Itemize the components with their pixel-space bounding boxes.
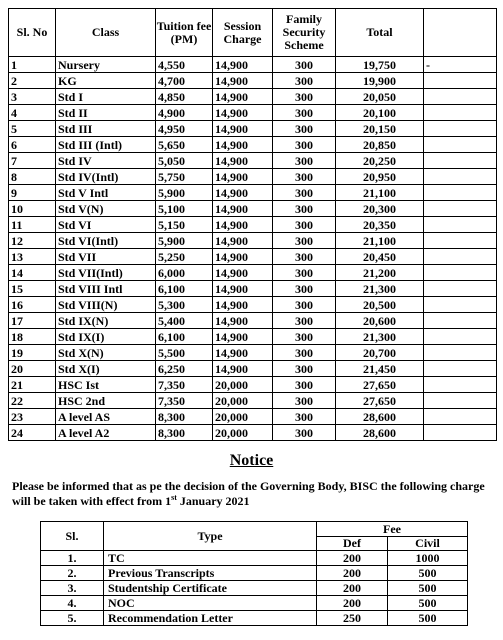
header-fee: Fee xyxy=(317,522,468,537)
cell-tuition-fee: 8,300 xyxy=(156,409,213,425)
fee-table-body xyxy=(9,57,497,441)
cell-extra xyxy=(424,345,497,361)
table-row xyxy=(9,265,497,281)
header-family-security: Family Security Scheme xyxy=(273,9,336,57)
cell-tuition-fee: 4,850 xyxy=(156,89,213,105)
cell-session-charge: 14,900 xyxy=(213,265,273,281)
table-row xyxy=(9,409,497,425)
cell-total: 20,950 xyxy=(336,169,424,185)
cell-sl-no: 14 xyxy=(9,265,56,281)
cell-sl-no: 3 xyxy=(9,89,56,105)
cell-family-security: 300 xyxy=(273,105,336,121)
cell-class: Std VI xyxy=(56,217,156,233)
cell-tuition-fee: 6,000 xyxy=(156,265,213,281)
cell-family-security: 300 xyxy=(273,297,336,313)
cell-extra xyxy=(424,313,497,329)
cell-sl-no: 7 xyxy=(9,153,56,169)
header-class: Class xyxy=(56,9,156,57)
cell-class: Std VII(Intl) xyxy=(56,265,156,281)
table-row xyxy=(9,153,497,169)
table-row xyxy=(41,596,468,611)
cell-family-security: 300 xyxy=(273,201,336,217)
cell-total: 20,050 xyxy=(336,89,424,105)
header-sl: Sl. xyxy=(41,522,104,551)
cell-civil-fee: 500 xyxy=(388,596,468,611)
cell-total: 20,250 xyxy=(336,153,424,169)
cell-tuition-fee: 7,350 xyxy=(156,393,213,409)
cell-class: Std III xyxy=(56,121,156,137)
cell-tuition-fee: 5,650 xyxy=(156,137,213,153)
table-row xyxy=(9,185,497,201)
notice-title: Notice xyxy=(229,452,274,469)
cell-def-fee: 200 xyxy=(317,551,388,566)
table-row xyxy=(9,169,497,185)
cell-extra xyxy=(424,169,497,185)
cell-tuition-fee: 5,400 xyxy=(156,313,213,329)
cell-extra xyxy=(424,425,497,441)
cell-class: A level AS xyxy=(56,409,156,425)
cell-session-charge: 14,900 xyxy=(213,361,273,377)
cell-family-security: 300 xyxy=(273,361,336,377)
cell-session-charge: 14,900 xyxy=(213,329,273,345)
table-row xyxy=(9,281,497,297)
cell-session-charge: 14,900 xyxy=(213,281,273,297)
cell-class: HSC Ist xyxy=(56,377,156,393)
cell-sl: 5. xyxy=(41,611,104,626)
cell-session-charge: 14,900 xyxy=(213,249,273,265)
table-row xyxy=(9,329,497,345)
charge-table-header xyxy=(41,522,468,537)
table-row xyxy=(9,313,497,329)
cell-family-security: 300 xyxy=(273,89,336,105)
cell-session-charge: 20,000 xyxy=(213,425,273,441)
cell-total: 27,650 xyxy=(336,393,424,409)
cell-extra xyxy=(424,265,497,281)
cell-sl-no: 23 xyxy=(9,409,56,425)
cell-extra xyxy=(424,137,497,153)
cell-class: Std VII xyxy=(56,249,156,265)
cell-family-security: 300 xyxy=(273,73,336,89)
cell-extra xyxy=(424,217,497,233)
cell-total: 20,850 xyxy=(336,137,424,153)
cell-type: Recommendation Letter xyxy=(104,611,317,626)
cell-sl-no: 17 xyxy=(9,313,56,329)
cell-tuition-fee: 6,100 xyxy=(156,329,213,345)
cell-extra: - xyxy=(424,57,497,73)
cell-extra xyxy=(424,89,497,105)
cell-sl: 3. xyxy=(41,581,104,596)
cell-civil-fee: 500 xyxy=(388,566,468,581)
cell-class: Std III (Intl) xyxy=(56,137,156,153)
cell-extra xyxy=(424,329,497,345)
table-row xyxy=(9,217,497,233)
cell-class: Std V(N) xyxy=(56,201,156,217)
cell-class: Std X(I) xyxy=(56,361,156,377)
cell-tuition-fee: 5,900 xyxy=(156,233,213,249)
cell-sl-no: 1 xyxy=(9,57,56,73)
cell-total: 21,300 xyxy=(336,281,424,297)
table-row xyxy=(9,425,497,441)
cell-family-security: 300 xyxy=(273,233,336,249)
fee-table-header xyxy=(9,9,497,57)
cell-extra xyxy=(424,153,497,169)
cell-family-security: 300 xyxy=(273,265,336,281)
cell-sl-no: 2 xyxy=(9,73,56,89)
cell-total: 21,100 xyxy=(336,185,424,201)
cell-session-charge: 14,900 xyxy=(213,217,273,233)
cell-sl-no: 24 xyxy=(9,425,56,441)
cell-extra xyxy=(424,185,497,201)
cell-total: 21,300 xyxy=(336,329,424,345)
cell-sl-no: 18 xyxy=(9,329,56,345)
cell-extra xyxy=(424,377,497,393)
table-row xyxy=(9,377,497,393)
charge-table xyxy=(40,521,468,626)
cell-sl-no: 4 xyxy=(9,105,56,121)
cell-civil-fee: 1000 xyxy=(388,551,468,566)
cell-sl: 1. xyxy=(41,551,104,566)
cell-def-fee: 200 xyxy=(317,566,388,581)
table-row xyxy=(9,89,497,105)
cell-session-charge: 20,000 xyxy=(213,393,273,409)
cell-family-security: 300 xyxy=(273,345,336,361)
cell-tuition-fee: 5,750 xyxy=(156,169,213,185)
header-civil: Civil xyxy=(388,537,468,551)
table-row xyxy=(9,57,497,73)
header-def: Def xyxy=(317,537,388,551)
table-row xyxy=(41,551,468,566)
cell-class: HSC 2nd xyxy=(56,393,156,409)
table-row xyxy=(9,73,497,89)
cell-total: 19,750 xyxy=(336,57,424,73)
table-row xyxy=(9,201,497,217)
cell-total: 20,350 xyxy=(336,217,424,233)
table-row xyxy=(9,297,497,313)
cell-sl-no: 9 xyxy=(9,185,56,201)
cell-type: NOC xyxy=(104,596,317,611)
cell-total: 21,450 xyxy=(336,361,424,377)
cell-family-security: 300 xyxy=(273,249,336,265)
cell-class: Std IX(I) xyxy=(56,329,156,345)
cell-sl-no: 22 xyxy=(9,393,56,409)
notice-text xyxy=(12,479,492,509)
cell-tuition-fee: 5,150 xyxy=(156,217,213,233)
cell-civil-fee: 500 xyxy=(388,611,468,626)
cell-tuition-fee: 5,900 xyxy=(156,185,213,201)
cell-total: 20,100 xyxy=(336,105,424,121)
cell-session-charge: 14,900 xyxy=(213,297,273,313)
cell-tuition-fee: 4,950 xyxy=(156,121,213,137)
cell-session-charge: 20,000 xyxy=(213,409,273,425)
cell-sl-no: 8 xyxy=(9,169,56,185)
cell-extra xyxy=(424,249,497,265)
cell-tuition-fee: 7,350 xyxy=(156,377,213,393)
header-session-charge: Session Charge xyxy=(213,9,273,57)
cell-sl-no: 15 xyxy=(9,281,56,297)
table-row xyxy=(9,393,497,409)
cell-sl-no: 20 xyxy=(9,361,56,377)
cell-class: Std IX(N) xyxy=(56,313,156,329)
cell-sl: 4. xyxy=(41,596,104,611)
cell-tuition-fee: 5,500 xyxy=(156,345,213,361)
cell-def-fee: 250 xyxy=(317,611,388,626)
cell-session-charge: 14,900 xyxy=(213,73,273,89)
notice-text-superscript: st xyxy=(171,493,177,502)
notice-text-main: Please be informed that as pe the decision of the Governing Body, BISC the following charge will be taken with effect from 1 xyxy=(12,479,485,508)
cell-total: 20,500 xyxy=(336,297,424,313)
cell-family-security: 300 xyxy=(273,185,336,201)
cell-class: Std IV xyxy=(56,153,156,169)
header-blank xyxy=(424,9,497,57)
cell-sl-no: 21 xyxy=(9,377,56,393)
table-row xyxy=(9,249,497,265)
cell-session-charge: 14,900 xyxy=(213,137,273,153)
cell-session-charge: 14,900 xyxy=(213,169,273,185)
cell-class: Std X(N) xyxy=(56,345,156,361)
table-row xyxy=(9,233,497,249)
cell-family-security: 300 xyxy=(273,281,336,297)
cell-def-fee: 200 xyxy=(317,581,388,596)
cell-class: Std II xyxy=(56,105,156,121)
cell-sl-no: 10 xyxy=(9,201,56,217)
cell-extra xyxy=(424,201,497,217)
cell-family-security: 300 xyxy=(273,409,336,425)
cell-sl: 2. xyxy=(41,566,104,581)
cell-extra xyxy=(424,105,497,121)
cell-class: Std I xyxy=(56,89,156,105)
cell-sl-no: 12 xyxy=(9,233,56,249)
cell-sl-no: 6 xyxy=(9,137,56,153)
cell-extra xyxy=(424,409,497,425)
table-row xyxy=(9,105,497,121)
cell-family-security: 300 xyxy=(273,329,336,345)
cell-family-security: 300 xyxy=(273,393,336,409)
cell-class: Std V Intl xyxy=(56,185,156,201)
cell-def-fee: 200 xyxy=(317,596,388,611)
cell-tuition-fee: 4,700 xyxy=(156,73,213,89)
cell-class: Std VI(Intl) xyxy=(56,233,156,249)
cell-total: 28,600 xyxy=(336,409,424,425)
cell-tuition-fee: 5,050 xyxy=(156,153,213,169)
cell-tuition-fee: 5,300 xyxy=(156,297,213,313)
cell-sl-no: 19 xyxy=(9,345,56,361)
cell-session-charge: 14,900 xyxy=(213,153,273,169)
cell-sl-no: 13 xyxy=(9,249,56,265)
header-type: Type xyxy=(104,522,317,551)
cell-class: Std IV(Intl) xyxy=(56,169,156,185)
cell-tuition-fee: 5,250 xyxy=(156,249,213,265)
charge-table-body xyxy=(41,551,468,626)
cell-family-security: 300 xyxy=(273,57,336,73)
table-row xyxy=(9,137,497,153)
cell-session-charge: 14,900 xyxy=(213,57,273,73)
cell-extra xyxy=(424,361,497,377)
fee-table xyxy=(8,8,497,441)
table-row xyxy=(9,345,497,361)
cell-tuition-fee: 4,900 xyxy=(156,105,213,121)
cell-type: TC xyxy=(104,551,317,566)
cell-total: 20,700 xyxy=(336,345,424,361)
cell-class: A level A2 xyxy=(56,425,156,441)
cell-session-charge: 14,900 xyxy=(213,233,273,249)
cell-family-security: 300 xyxy=(273,153,336,169)
cell-session-charge: 14,900 xyxy=(213,201,273,217)
cell-total: 20,150 xyxy=(336,121,424,137)
header-sl-no: Sl. No xyxy=(9,9,56,57)
cell-class: Std VIII(N) xyxy=(56,297,156,313)
cell-total: 21,200 xyxy=(336,265,424,281)
cell-total: 20,450 xyxy=(336,249,424,265)
cell-session-charge: 14,900 xyxy=(213,105,273,121)
table-row xyxy=(41,581,468,596)
cell-tuition-fee: 6,100 xyxy=(156,281,213,297)
header-tuition-fee: Tuition fee (PM) xyxy=(156,9,213,57)
table-row xyxy=(41,566,468,581)
cell-tuition-fee: 8,300 xyxy=(156,425,213,441)
cell-extra xyxy=(424,297,497,313)
cell-session-charge: 14,900 xyxy=(213,185,273,201)
cell-session-charge: 14,900 xyxy=(213,121,273,137)
table-row xyxy=(9,121,497,137)
cell-sl-no: 11 xyxy=(9,217,56,233)
cell-session-charge: 14,900 xyxy=(213,313,273,329)
cell-total: 27,650 xyxy=(336,377,424,393)
cell-class: KG xyxy=(56,73,156,89)
cell-tuition-fee: 6,250 xyxy=(156,361,213,377)
cell-type: Previous Transcripts xyxy=(104,566,317,581)
cell-family-security: 300 xyxy=(273,313,336,329)
cell-extra xyxy=(424,233,497,249)
cell-total: 19,900 xyxy=(336,73,424,89)
cell-extra xyxy=(424,393,497,409)
cell-sl-no: 5 xyxy=(9,121,56,137)
cell-total: 21,100 xyxy=(336,233,424,249)
cell-family-security: 300 xyxy=(273,137,336,153)
cell-family-security: 300 xyxy=(273,425,336,441)
cell-family-security: 300 xyxy=(273,169,336,185)
cell-extra xyxy=(424,281,497,297)
cell-session-charge: 14,900 xyxy=(213,345,273,361)
header-total: Total xyxy=(336,9,424,57)
cell-total: 20,300 xyxy=(336,201,424,217)
cell-family-security: 300 xyxy=(273,121,336,137)
cell-family-security: 300 xyxy=(273,217,336,233)
cell-session-charge: 20,000 xyxy=(213,377,273,393)
cell-tuition-fee: 5,100 xyxy=(156,201,213,217)
cell-session-charge: 14,900 xyxy=(213,89,273,105)
cell-extra xyxy=(424,73,497,89)
cell-total: 28,600 xyxy=(336,425,424,441)
cell-sl-no: 16 xyxy=(9,297,56,313)
table-row xyxy=(9,361,497,377)
cell-extra xyxy=(424,121,497,137)
cell-total: 20,600 xyxy=(336,313,424,329)
cell-family-security: 300 xyxy=(273,377,336,393)
table-row xyxy=(41,611,468,626)
notice-text-date: January 2021 xyxy=(176,494,250,508)
cell-civil-fee: 500 xyxy=(388,581,468,596)
cell-tuition-fee: 4,550 xyxy=(156,57,213,73)
cell-class: Std VIII Intl xyxy=(56,281,156,297)
cell-class: Nursery xyxy=(56,57,156,73)
cell-type: Studentship Certificate xyxy=(104,581,317,596)
